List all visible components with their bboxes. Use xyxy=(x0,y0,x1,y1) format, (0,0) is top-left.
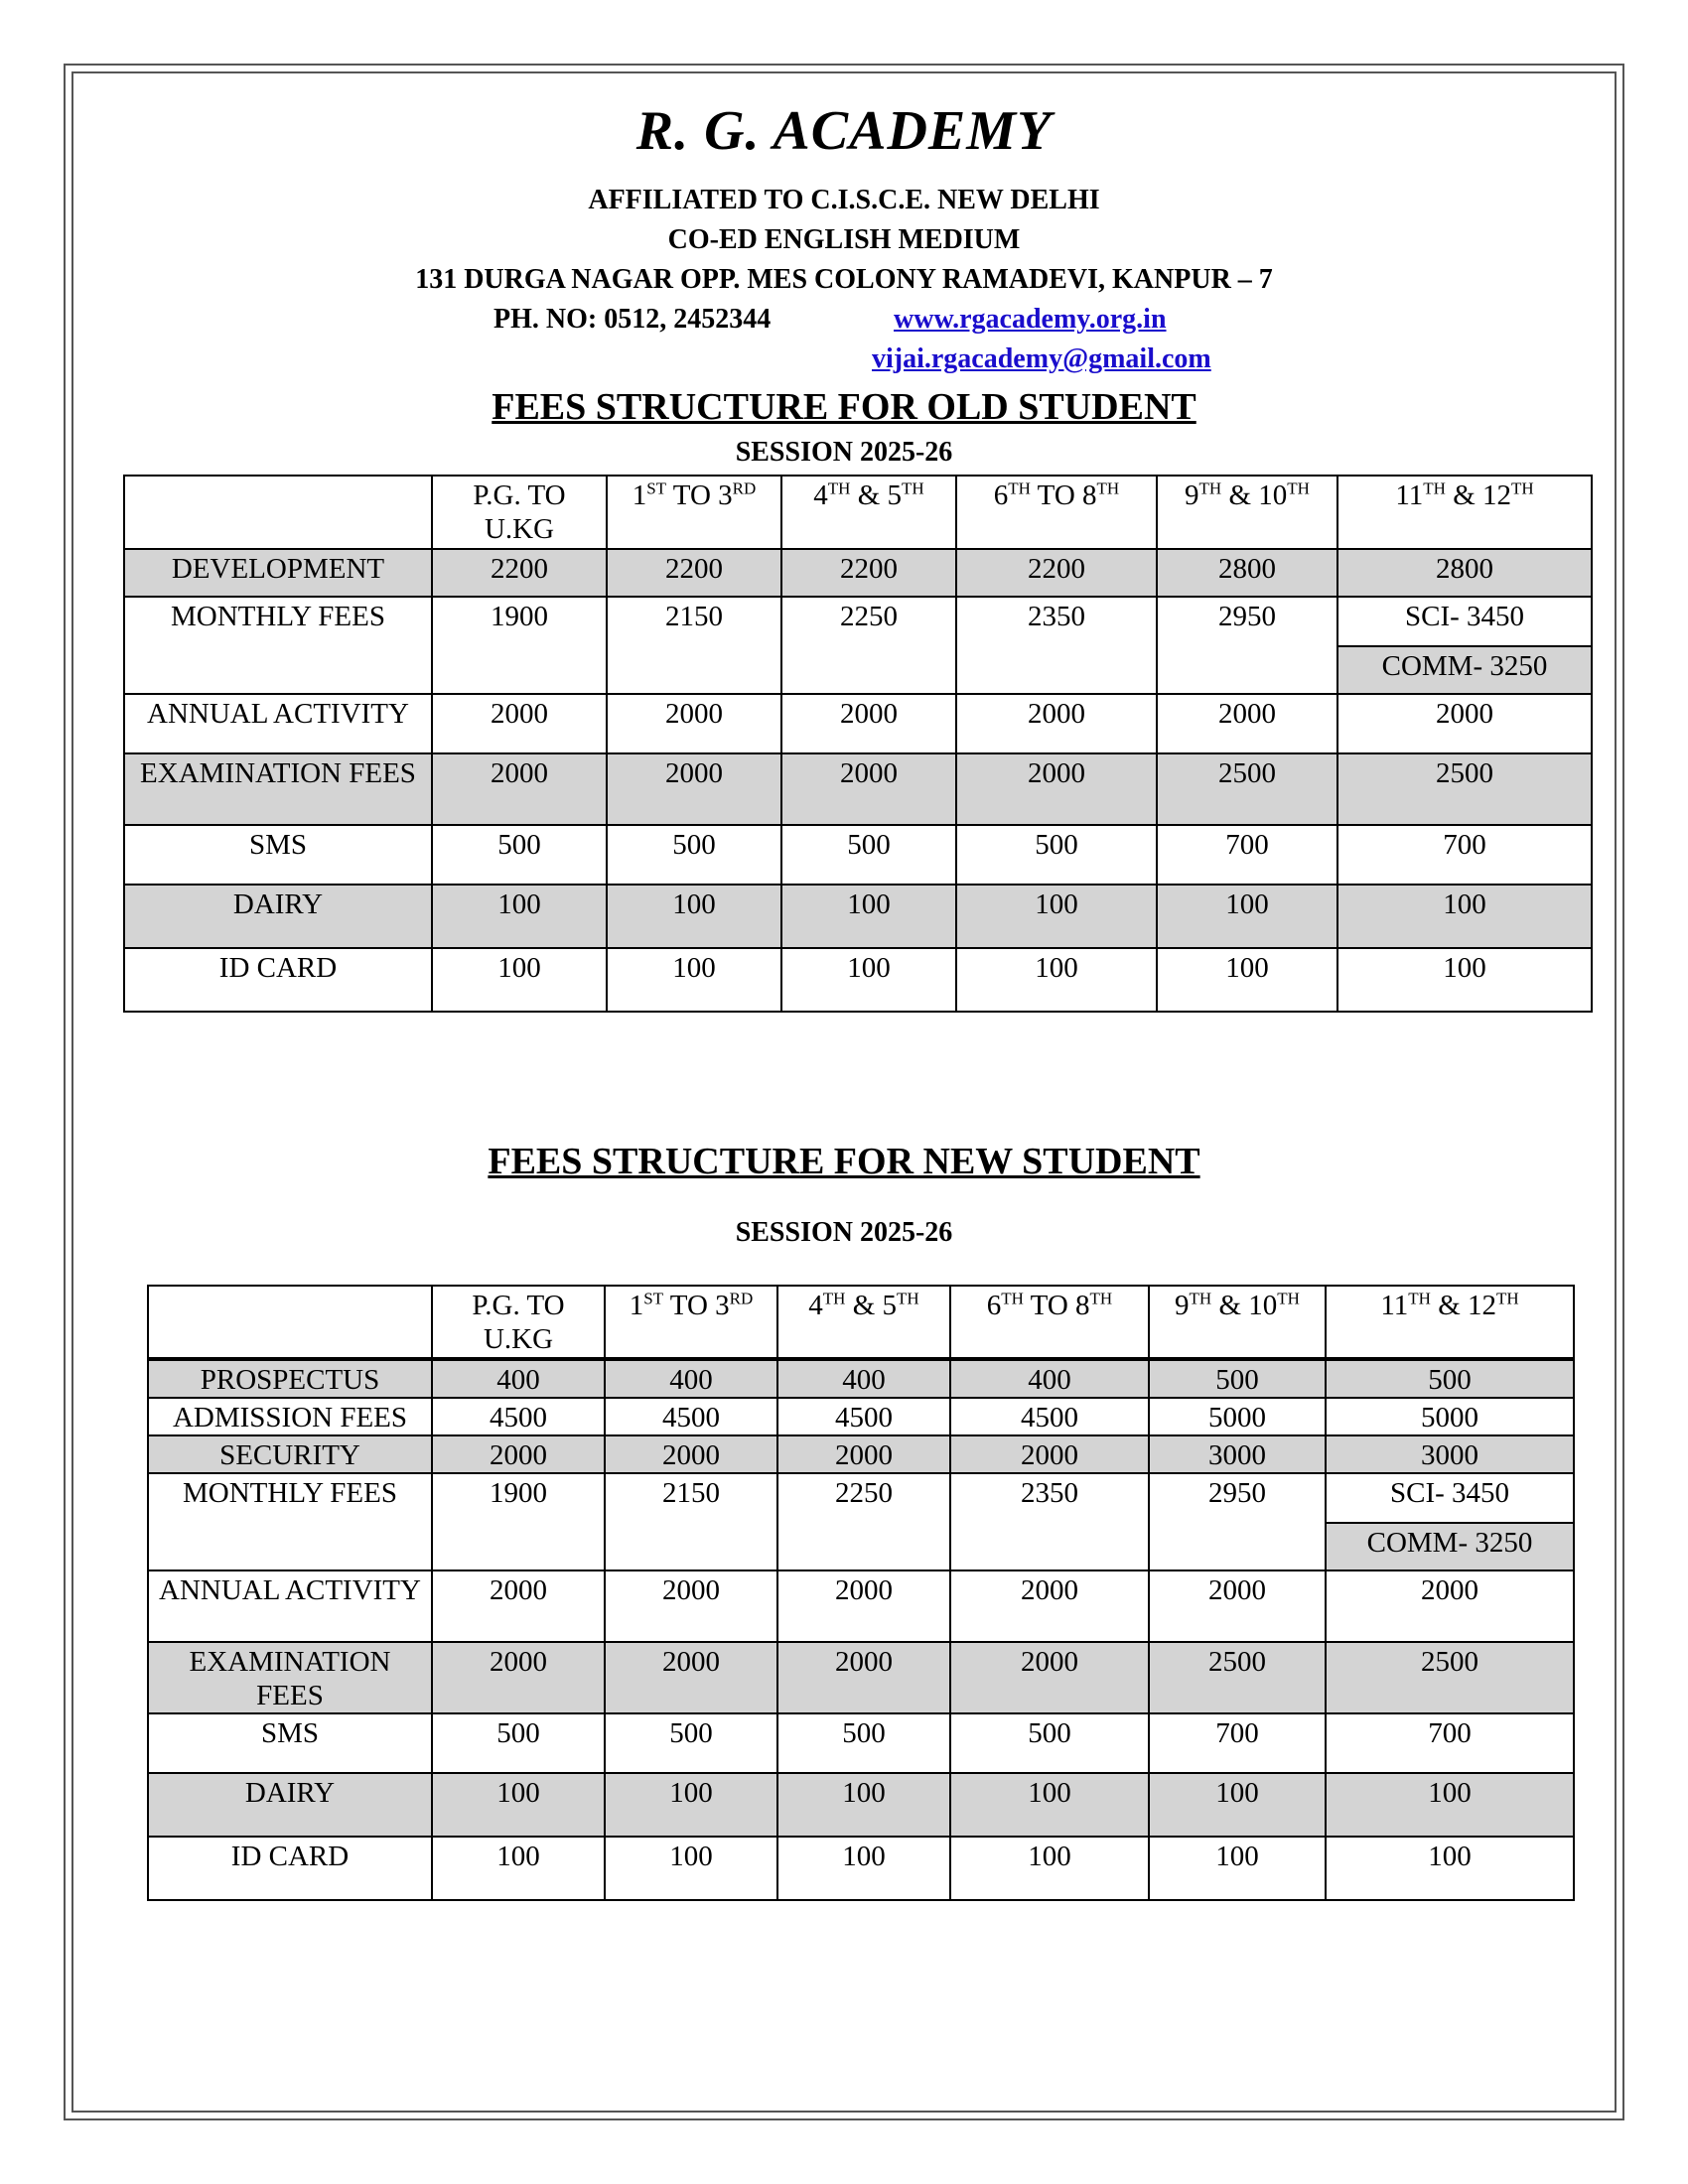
fee-cell: 2500 xyxy=(1157,753,1337,825)
fee-cell: 2000 xyxy=(956,753,1157,825)
fee-cell: 3000 xyxy=(1326,1435,1574,1473)
fee-cell: COMM- 3250 xyxy=(1337,646,1592,694)
address: 131 DURGA NAGAR OPP. MES COLONY RAMADEVI, KANPUR – 7 xyxy=(415,264,1273,295)
fee-cell: 100 xyxy=(605,1837,777,1900)
fee-cell: 2000 xyxy=(950,1570,1149,1642)
row-label: MONTHLY FEES xyxy=(124,597,432,694)
table-row xyxy=(148,1570,1574,1642)
column-header-sup: TH xyxy=(1096,478,1120,498)
fee-cell: 500 xyxy=(781,825,956,885)
fee-cell: 100 xyxy=(1337,948,1592,1012)
column-header xyxy=(432,476,607,549)
fee-cell: 2000 xyxy=(1149,1570,1326,1642)
column-header-text: TO 8 xyxy=(1023,1290,1090,1321)
fee-cell: 4500 xyxy=(605,1398,777,1435)
fee-cell: 100 xyxy=(956,948,1157,1012)
header-blank-cell xyxy=(148,1286,432,1359)
fee-cell: 100 xyxy=(1149,1773,1326,1837)
column-header xyxy=(1157,476,1337,549)
fee-cell: 100 xyxy=(432,1837,605,1900)
fee-cell: 700 xyxy=(1326,1713,1574,1773)
column-header xyxy=(1337,476,1592,549)
fee-cell: 2500 xyxy=(1149,1642,1326,1713)
fee-cell: 2000 xyxy=(777,1435,950,1473)
fee-cell: 500 xyxy=(1326,1359,1574,1398)
column-header-text: 11 xyxy=(1380,1290,1409,1321)
column-header xyxy=(1149,1286,1326,1359)
fee-cell: 2000 xyxy=(950,1435,1149,1473)
fee-cell: 100 xyxy=(607,948,781,1012)
column-header-text: & 5 xyxy=(850,479,903,511)
table-row xyxy=(124,753,1592,825)
column-header-sup: TH xyxy=(1008,478,1031,498)
row-label: ANNUAL ACTIVITY xyxy=(124,694,432,753)
column-header xyxy=(777,1286,950,1359)
column-header-text: TO 3 xyxy=(663,1290,730,1321)
fee-cell: 100 xyxy=(1157,885,1337,948)
fee-cell: 2000 xyxy=(605,1642,777,1713)
row-label: EXAMINATION FEES xyxy=(124,753,432,825)
row-label: ADMISSION FEES xyxy=(148,1398,432,1435)
fee-cell: 5000 xyxy=(1326,1398,1574,1435)
fee-cell: 2000 xyxy=(956,694,1157,753)
row-label: ID CARD xyxy=(148,1837,432,1900)
fee-cell: 2000 xyxy=(607,694,781,753)
fee-cell: 2950 xyxy=(1149,1473,1326,1570)
fee-cell: 2200 xyxy=(956,549,1157,597)
column-header-sup: TH xyxy=(1423,478,1446,498)
fee-cell: 100 xyxy=(950,1837,1149,1900)
new-session: SESSION 2025-26 xyxy=(735,1217,953,1248)
fee-cell: 2000 xyxy=(432,1570,605,1642)
column-header-text: 1 xyxy=(629,1290,644,1321)
fee-cell: 2000 xyxy=(781,753,956,825)
fee-cell: 2000 xyxy=(777,1642,950,1713)
column-header xyxy=(1326,1286,1574,1359)
column-header-sup: TH xyxy=(827,478,851,498)
column-header-text: & 12 xyxy=(1430,1290,1496,1321)
fee-cell: 2250 xyxy=(781,597,956,694)
table-row xyxy=(124,885,1592,948)
column-header-text: 4 xyxy=(808,1290,823,1321)
fee-cell: 5000 xyxy=(1149,1398,1326,1435)
old-student-title xyxy=(0,385,1688,429)
fee-cell: 100 xyxy=(1157,948,1337,1012)
column-header-sup: TH xyxy=(1496,1289,1519,1308)
column-header-sup: ST xyxy=(643,1289,664,1308)
column-header-text: & 10 xyxy=(1211,1290,1278,1321)
fee-cell: 100 xyxy=(432,885,607,948)
table-row xyxy=(148,1359,1574,1398)
row-label: DAIRY xyxy=(124,885,432,948)
row-label: SMS xyxy=(124,825,432,885)
old-fees-table xyxy=(123,475,1593,1013)
column-header-text: 9 xyxy=(1185,479,1199,511)
header-row xyxy=(124,476,1592,549)
column-header-text: & 12 xyxy=(1445,479,1511,511)
fee-cell: 2000 xyxy=(1157,694,1337,753)
column-header-sup: TH xyxy=(1001,1289,1024,1308)
fee-cell: 500 xyxy=(605,1713,777,1773)
row-label: ID CARD xyxy=(124,948,432,1012)
fee-cell: 500 xyxy=(956,825,1157,885)
column-header-text: TO 8 xyxy=(1030,479,1097,511)
fee-cell: 1900 xyxy=(432,597,607,694)
fee-cell: 700 xyxy=(1157,825,1337,885)
column-header-sup: TH xyxy=(1511,478,1534,498)
fee-cell: 100 xyxy=(781,948,956,1012)
fee-cell: 2200 xyxy=(607,549,781,597)
row-label: ANNUAL ACTIVITY xyxy=(148,1570,432,1642)
column-header-text: P.G. TO U.KG xyxy=(472,1290,565,1355)
row-label: MONTHLY FEES xyxy=(148,1473,432,1570)
fee-cell: 100 xyxy=(1326,1837,1574,1900)
fee-cell: 400 xyxy=(777,1359,950,1398)
fee-cell: 500 xyxy=(607,825,781,885)
fee-cell: 100 xyxy=(607,885,781,948)
fee-cell: 100 xyxy=(432,1773,605,1837)
column-header-sup: RD xyxy=(732,478,757,498)
fee-cell: COMM- 3250 xyxy=(1326,1523,1574,1570)
column-header-sup: TH xyxy=(1277,1289,1300,1308)
row-label: EXAMINATION FEES xyxy=(148,1642,432,1713)
header-blank-cell xyxy=(124,476,432,549)
fee-cell: 100 xyxy=(781,885,956,948)
fee-cell: 100 xyxy=(777,1837,950,1900)
fee-cell: 2200 xyxy=(432,549,607,597)
fee-cell: 2200 xyxy=(781,549,956,597)
column-header-text: & 10 xyxy=(1221,479,1288,511)
fee-cell: 2250 xyxy=(777,1473,950,1570)
table-row xyxy=(148,1773,1574,1837)
column-header-sup: TH xyxy=(902,478,924,498)
table-row xyxy=(124,948,1592,1012)
table-row xyxy=(148,1837,1574,1900)
column-header-text: 9 xyxy=(1175,1290,1190,1321)
fee-cell: 2000 xyxy=(1326,1570,1574,1642)
column-header-text: 1 xyxy=(632,479,647,511)
fee-cell: 2000 xyxy=(605,1570,777,1642)
fee-cell: 4500 xyxy=(950,1398,1149,1435)
fee-cell: 400 xyxy=(605,1359,777,1398)
fee-cell: 100 xyxy=(605,1773,777,1837)
column-header xyxy=(950,1286,1149,1359)
column-header-text: 11 xyxy=(1395,479,1424,511)
fee-cell: 2500 xyxy=(1326,1642,1574,1713)
email-link[interactable]: vijai.rgacademy@gmail.com xyxy=(872,343,1211,374)
fee-cell: 4500 xyxy=(432,1398,605,1435)
row-label: DEVELOPMENT xyxy=(124,549,432,597)
column-header-sup: TH xyxy=(822,1289,846,1308)
fee-cell: 400 xyxy=(432,1359,605,1398)
table-row xyxy=(124,825,1592,885)
row-label: DAIRY xyxy=(148,1773,432,1837)
fee-cell: 2350 xyxy=(956,597,1157,694)
fee-cell: 500 xyxy=(777,1713,950,1773)
old-session: SESSION 2025-26 xyxy=(735,437,953,468)
table-row xyxy=(148,1642,1574,1713)
table-row xyxy=(148,1398,1574,1435)
table-row xyxy=(148,1713,1574,1773)
fee-cell: 2350 xyxy=(950,1473,1149,1570)
fee-cell: 100 xyxy=(432,948,607,1012)
column-header xyxy=(956,476,1157,549)
new-student-title xyxy=(0,1140,1688,1183)
fee-cell: 100 xyxy=(1149,1837,1326,1900)
fee-cell: 100 xyxy=(950,1773,1149,1837)
column-header-sup: TH xyxy=(1287,478,1310,498)
row-label: PROSPECTUS xyxy=(148,1359,432,1398)
column-header xyxy=(605,1286,777,1359)
fee-cell: 2800 xyxy=(1337,549,1592,597)
fee-cell: 500 xyxy=(432,1713,605,1773)
new-student-title-text: FEES STRUCTURE FOR NEW STUDENT xyxy=(488,1141,1200,1182)
fee-cell: 500 xyxy=(432,825,607,885)
fee-cell: 500 xyxy=(1149,1359,1326,1398)
column-header xyxy=(781,476,956,549)
fee-cell: 2150 xyxy=(605,1473,777,1570)
fee-cell: 500 xyxy=(950,1713,1149,1773)
fee-cell: 400 xyxy=(950,1359,1149,1398)
column-header-text: TO 3 xyxy=(666,479,733,511)
fee-cell: 2000 xyxy=(432,1642,605,1713)
fee-cell: SCI- 3450 xyxy=(1326,1473,1574,1523)
table-row xyxy=(124,549,1592,597)
fee-cell: 2000 xyxy=(605,1435,777,1473)
column-header-sup: RD xyxy=(729,1289,754,1308)
fee-cell: 2000 xyxy=(432,694,607,753)
table-row xyxy=(148,1435,1574,1473)
website-link[interactable]: www.rgacademy.org.in xyxy=(894,304,1167,335)
row-label: SECURITY xyxy=(148,1435,432,1473)
medium: CO-ED ENGLISH MEDIUM xyxy=(667,224,1021,255)
fee-cell: 2000 xyxy=(1337,694,1592,753)
table-row xyxy=(124,597,1592,646)
fee-cell: SCI- 3450 xyxy=(1337,597,1592,646)
fee-cell: 700 xyxy=(1337,825,1592,885)
fee-cell: 2000 xyxy=(950,1642,1149,1713)
column-header-sup: ST xyxy=(646,478,667,498)
fee-cell: 1900 xyxy=(432,1473,605,1570)
affiliation: AFFILIATED TO C.I.S.C.E. NEW DELHI xyxy=(588,185,1100,215)
row-label: SMS xyxy=(148,1713,432,1773)
fee-cell: 700 xyxy=(1149,1713,1326,1773)
column-header-text: P.G. TO U.KG xyxy=(473,479,566,545)
header-row xyxy=(148,1286,1574,1359)
column-header-sup: TH xyxy=(1189,1289,1212,1308)
table-row xyxy=(148,1473,1574,1523)
fee-cell: 4500 xyxy=(777,1398,950,1435)
fee-cell: 100 xyxy=(1326,1773,1574,1837)
column-header-text: & 5 xyxy=(845,1290,898,1321)
column-header-sup: TH xyxy=(1408,1289,1431,1308)
school-name: R. G. ACADEMY xyxy=(635,100,1053,162)
fee-cell: 2950 xyxy=(1157,597,1337,694)
fee-cell: 2000 xyxy=(607,753,781,825)
fee-cell: 2000 xyxy=(432,1435,605,1473)
column-header xyxy=(607,476,781,549)
old-student-title-text: FEES STRUCTURE FOR OLD STUDENT xyxy=(492,386,1196,428)
column-header xyxy=(432,1286,605,1359)
column-header-sup: TH xyxy=(1089,1289,1113,1308)
fee-cell: 2000 xyxy=(781,694,956,753)
fee-cell: 2500 xyxy=(1337,753,1592,825)
column-header-text: 6 xyxy=(993,479,1009,511)
fee-cell: 2150 xyxy=(607,597,781,694)
column-header-text: 4 xyxy=(813,479,828,511)
fee-cell: 2000 xyxy=(432,753,607,825)
table-row xyxy=(124,694,1592,753)
column-header-sup: TH xyxy=(1198,478,1222,498)
fee-cell: 2000 xyxy=(777,1570,950,1642)
column-header-text: 6 xyxy=(986,1290,1002,1321)
new-fees-table xyxy=(147,1285,1575,1901)
fee-cell: 100 xyxy=(1337,885,1592,948)
fee-cell: 3000 xyxy=(1149,1435,1326,1473)
column-header-sup: TH xyxy=(897,1289,919,1308)
fee-cell: 100 xyxy=(777,1773,950,1837)
fee-cell: 2800 xyxy=(1157,549,1337,597)
phone-number: PH. NO: 0512, 2452344 xyxy=(493,304,772,335)
fee-cell: 100 xyxy=(956,885,1157,948)
